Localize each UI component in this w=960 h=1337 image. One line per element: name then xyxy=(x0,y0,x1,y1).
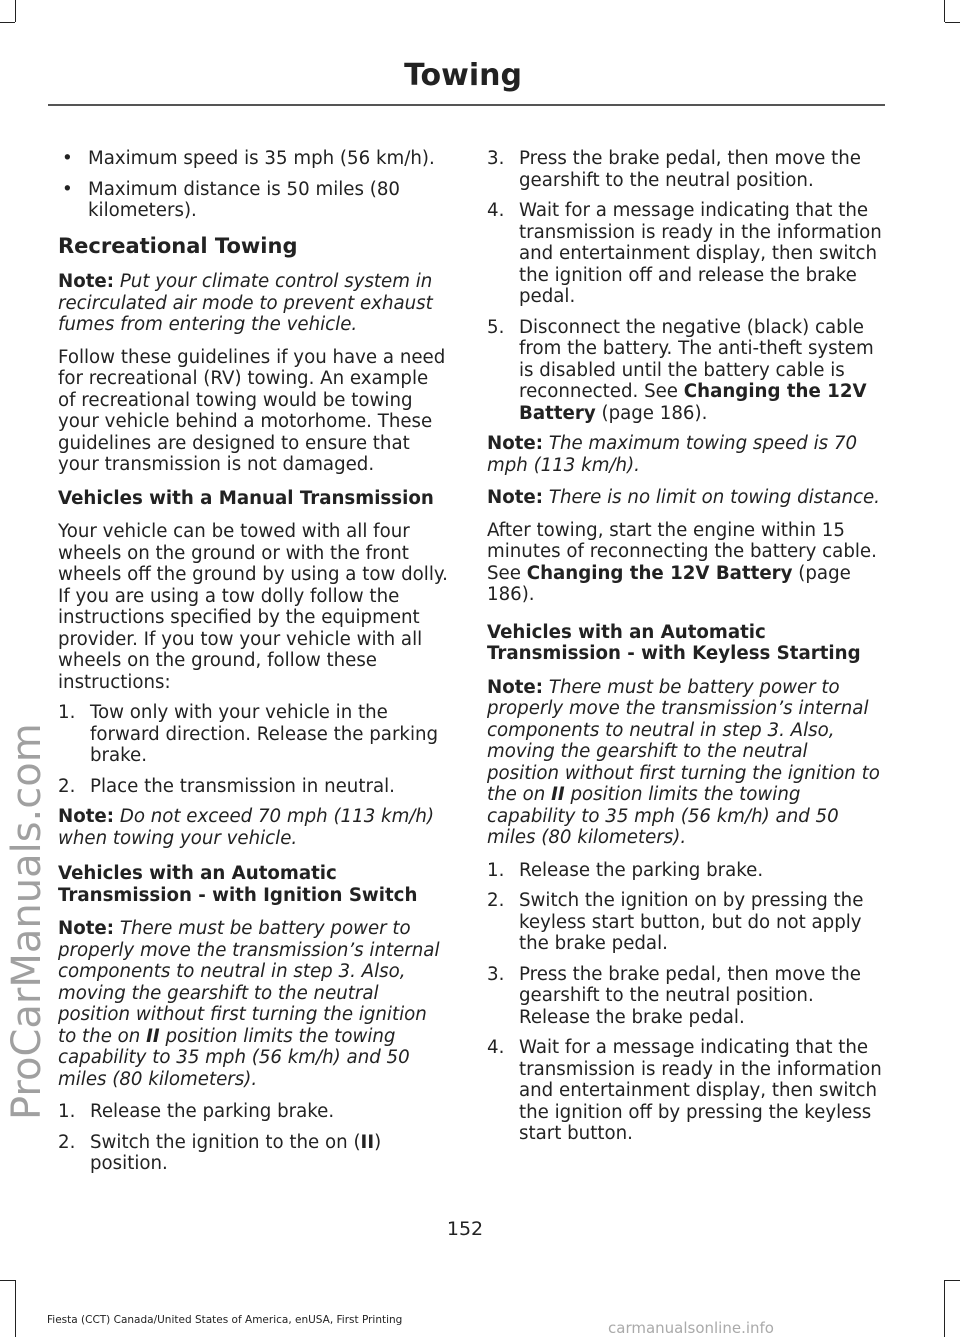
step-text: Press the brake pedal, then move the gearshift to the neutral position. Release the brake pedal. xyxy=(519,963,861,1028)
footer-text: Fiesta (CCT) Canada/United States of America, enUSA, First Printing xyxy=(47,1314,403,1326)
note xyxy=(58,271,450,336)
note-text: There must be battery power to properly move the transmission’s internal components to neutral in step 3. Also, moving the gearshift to the neutral position without first turning the ignition to the on xyxy=(58,918,440,1047)
step-text: (page 186). xyxy=(595,402,708,424)
step-text: Press the brake pedal, then move the gearshift to the neutral position. xyxy=(519,148,861,191)
list-item: • Maximum distance is 50 miles (80 kilometers). xyxy=(62,178,400,221)
note xyxy=(58,918,450,1090)
note-bold: II xyxy=(551,784,565,805)
crop-mark xyxy=(0,1280,15,1281)
crop-mark xyxy=(945,1280,960,1281)
note-label: Note: xyxy=(487,433,544,454)
bullet-text: Maximum speed is 35 mph (56 km/h). xyxy=(88,148,435,169)
side-watermark: ProCarManuals.com xyxy=(4,723,50,1120)
crop-mark xyxy=(944,1280,945,1337)
note xyxy=(487,677,882,849)
note-text: position limits the towing capability to 35 mph (56 km/h) and 50 miles (80 kilometers). xyxy=(58,1025,410,1090)
step-text: Place the transmission in neutral. xyxy=(90,775,395,797)
step-number: 1. xyxy=(487,859,505,881)
step-text: Wait for a message indicating that the transmission is ready in the information and entertainment display, then switch the ignition off and release the brake pedal. xyxy=(519,200,882,307)
note-label: Note: xyxy=(487,676,544,698)
step-text: Wait for a message indicating that the transmission is ready in the information and entertainment display, then switch the ignition off by pressing the keyless start button. xyxy=(519,1037,882,1144)
list-item xyxy=(487,1037,882,1145)
note-text: Do not exceed 70 mph (113 km/h) when towing your vehicle. xyxy=(58,806,435,849)
note-bold: II xyxy=(146,1025,160,1047)
step-number: 1. xyxy=(58,1101,76,1122)
header-rule xyxy=(48,104,885,106)
cross-reference-link[interactable]: Changing the 12V Battery xyxy=(519,381,867,424)
step-number: 4. xyxy=(487,1037,505,1058)
list-item xyxy=(487,200,882,308)
subheading: Vehicles with an Automatic Transmission - with Ignition Switch xyxy=(58,863,418,906)
list-item xyxy=(487,964,882,1029)
crop-mark xyxy=(15,1280,16,1337)
crop-mark xyxy=(15,0,16,22)
step-text: Tow only with your vehicle in the forward direction. Release the parking brake. xyxy=(90,702,439,766)
step-text: ) position. xyxy=(90,1131,382,1174)
step-number: 5. xyxy=(487,316,505,338)
paragraph: Follow these guidelines if you have a need for recreational (RV) towing. An example of recreational towing would be towing your vehicle behind a motorhome. These guidelines are designed to ensure that your transmission is not damaged. xyxy=(58,346,446,475)
list-item: • Maximum speed is 35 mph (56 km/h). xyxy=(62,148,435,169)
subheading: Vehicles with an Automatic Transmission - with Keyless Starting xyxy=(487,621,861,664)
crop-mark xyxy=(944,0,945,22)
note-text: Put your climate control system in recirculated air mode to prevent exhaust fumes from entering the vehicle. xyxy=(58,271,433,335)
step-number: 3. xyxy=(487,148,505,169)
crop-mark xyxy=(945,22,960,23)
step-text: Switch the ignition to the on ( xyxy=(90,1131,361,1153)
section-heading: Recreational Towing xyxy=(58,233,298,258)
list-item xyxy=(58,1132,450,1175)
step-number: 3. xyxy=(487,963,505,985)
step-number: 2. xyxy=(487,890,505,911)
paragraph-text: (page 186). xyxy=(487,562,851,605)
list-item xyxy=(487,860,882,882)
step-text: Disconnect the negative (black) cable from the battery. The anti-theft system is disabled until the battery cable is reconnected. See xyxy=(519,316,874,402)
list-item xyxy=(58,1101,450,1123)
subheading: Vehicles with a Manual Transmission xyxy=(58,487,434,509)
note-label: Note: xyxy=(58,271,115,292)
crop-mark xyxy=(0,22,15,23)
page-title: Towing xyxy=(404,58,522,93)
list-item xyxy=(487,148,882,191)
step-text: Release the parking brake. xyxy=(519,859,764,881)
paragraph-text: After towing, start the engine within 15 minutes of reconnecting the battery cable. See xyxy=(487,519,877,584)
list-item xyxy=(487,890,882,955)
note-text: position limits the towing capability to 35 mph (56 km/h) and 50 miles (80 kilometers). xyxy=(487,784,839,848)
right-column xyxy=(487,148,882,1154)
list-item xyxy=(58,702,450,767)
step-number: 2. xyxy=(58,1131,76,1153)
note-text: There must be battery power to properly move the transmission’s internal components to neutral in step 3. Also, moving the gearshift to the neutral position without first turning the ignition to the on xyxy=(487,676,880,805)
list-item xyxy=(487,317,882,425)
bottom-watermark: carmanualsonline.info xyxy=(608,1319,774,1337)
step-text: Switch the ignition on by pressing the keyless start button, but do not apply the brake pedal. xyxy=(519,890,864,954)
note-label: Note: xyxy=(58,918,115,939)
step-number: 1. xyxy=(58,702,76,723)
step-number: 4. xyxy=(487,200,505,221)
note-label: Note: xyxy=(58,806,115,827)
note xyxy=(487,487,882,509)
bullet-text: Maximum distance is 50 miles (80 kilometers). xyxy=(88,178,400,221)
page-number: 152 xyxy=(446,1218,484,1240)
note-text: There is no limit on towing distance. xyxy=(548,487,880,508)
list-item xyxy=(58,776,450,798)
step-text: Release the parking brake. xyxy=(90,1101,335,1122)
paragraph: Your vehicle can be towed with all four wheels on the ground or with the front wheels off the ground by using a tow dolly. If you are using a tow dolly follow the instructions specified by the equipment provider. If you tow your vehicle with all wheels on the ground, follow these instructions: xyxy=(58,521,448,693)
note-text: The maximum towing speed is 70 mph (113 km/h). xyxy=(487,433,858,476)
step-bold: II xyxy=(360,1131,375,1153)
paragraph xyxy=(487,520,882,606)
note xyxy=(58,806,450,849)
note-label: Note: xyxy=(487,487,544,508)
note xyxy=(487,433,882,476)
step-number: 2. xyxy=(58,775,76,797)
left-column xyxy=(58,148,450,1184)
cross-reference-link[interactable]: Changing the 12V Battery xyxy=(526,562,793,584)
